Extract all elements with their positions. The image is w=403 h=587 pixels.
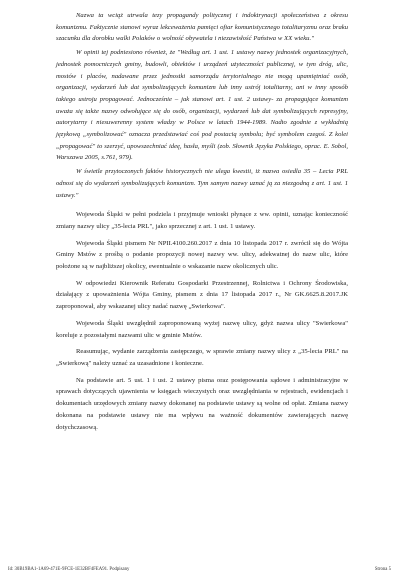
page-footer xyxy=(8,565,391,575)
paragraph-fees: Na podstawie art. 5 ust. 1 i ust. 2 ustawy pisma oraz postępowania sądowe i administracyjne w sprawach dotyczących ujawnienia w księgach wieczystych oraz uwzględniania w rejestrach, ewidencjach i dokumentach urzędowych zmiany nazwy dokonanej na podstawie ustawy są wolne od opłat. Zmiana nazwy dokonana na podstawie ustawy nie ma wpływu na ważność dokumentów zawierających nazwę dotychczasową. xyxy=(56,376,348,431)
document-body xyxy=(56,10,348,433)
paragraph-voivode-agrees: Wojewoda Śląski w pełni podziela i przyjmuje wnioski płynące z ww. opinii, uznając konieczność zmiany nazwy ulicy „35-lecia PRL", jako sprzecznej z art. 1 ust. 1 ustawy. xyxy=(56,211,348,230)
page-number: Strona 5 xyxy=(374,567,391,572)
paragraph-historical-facts: W świetle przytoczonych faktów historycznych nie ulega kwestii, iż nazwa osiedla 35 – Lecia PRL odnosi się do wydarzeń symbolizujących komunizm. Tym samym nazwy uznać ją za niezgodną z art. 1 ust. 1 ustawy." xyxy=(56,168,348,199)
paragraph-opinion-law: W opinii tej podniesiono również, że "Według art. 1 ust. 1 ustawy nazwy jednostek organizacyjnych, jednostek pomocniczych gminy, budowli, obiektów i urządzeń użyteczności publicznej, w tym dróg, ulic, mostów i placów, nadawane przez jednostki samorządu terytorialnego nie mogą upamiętniać osób, organizacji, wydarzeń lub dat symbolizujących komunizm lub inny ustrój totalitarny, ani w inny sposób takiego ustroju propagować. Jednocześnie – jak stanowi art. 1 ust. 2 ustawy- za propagujące komunizm uważa się także nazwy odwołujące się do osób, organizacji, wydarzeń lub dat symbolizujących represyjny, autorytarny i niesuwerenny system władzy w Polsce w latach 1944-1989. Nadto zgodnie z wykładnią językową „symbolizować" oznacza przedstawiać coś pod postacią symbolu; być symbolem czegoś. Z kolei „propagować" to szerzyć, upowszechniać ideę, hasła, myśli (zob. Słownik Języka Polskiego, oprac. E. Sobol, Warszawa 2005, s.761, 979). xyxy=(56,49,348,162)
document-id: Id: 30B19BA1-1A69-471E-9FCE-1E32BF4FEA91. Podpisany xyxy=(8,567,130,572)
paragraph-summary: Reasumując, wydanie zarządzenia zastępczego, w sprawie zmiany nazwy ulicy z „35-lecia PRL" na „Swierkową" należy uznać za uzasadnione i konieczne. xyxy=(56,348,348,367)
paragraph-name-accepted: Wojewoda Śląski uwzględnił zaproponowaną wyżej nazwę ulicy, gdyż nazwa ulicy "Swierkowa" koreluje z pozostałymi nazwami ulic w gminie Mstów. xyxy=(56,319,348,339)
paragraph-quote-conclusion: Nazwa ta wciąż utrwala tezy propagandy politycznej i indoktrynacji społeczeństwa z okresu komunizmu. Faktycznie stanowi wyraz lekceważenia pamięci ofiar komunistycznego totalitaryzmu oraz braku szacunku dla dorobku walki Polaków o wolność obywatela i niezawisłość Państwa w XX wieku." xyxy=(56,12,348,43)
paragraph-response: W odpowiedzi Kierownik Referatu Gospodarki Przestrzennej, Rolnictwa i Ochrony Środowiska, działający z upoważnienia Wójta Gminy, pismem z dnia 17 listopada 2017 r., Nr GK.6625.8.2017.JK zaproponował, aby wskazanej ulicy nadać nazwę „Swierkowa". xyxy=(56,279,348,311)
paragraph-voivode-letter: Wojewoda Śląski pismem Nr NPII.4100.260.2017 z dnia 10 listopada 2017 r. zwrócił się do Wójta Gminy Mstów z prośbą o podanie propozycji nowej nazwy ww. ulicy, adekwatnej do nazw ulic, które położone są w najbliższej okolicy, ewentualnie o wskazanie nazw okolicznych ulic. xyxy=(56,239,348,271)
